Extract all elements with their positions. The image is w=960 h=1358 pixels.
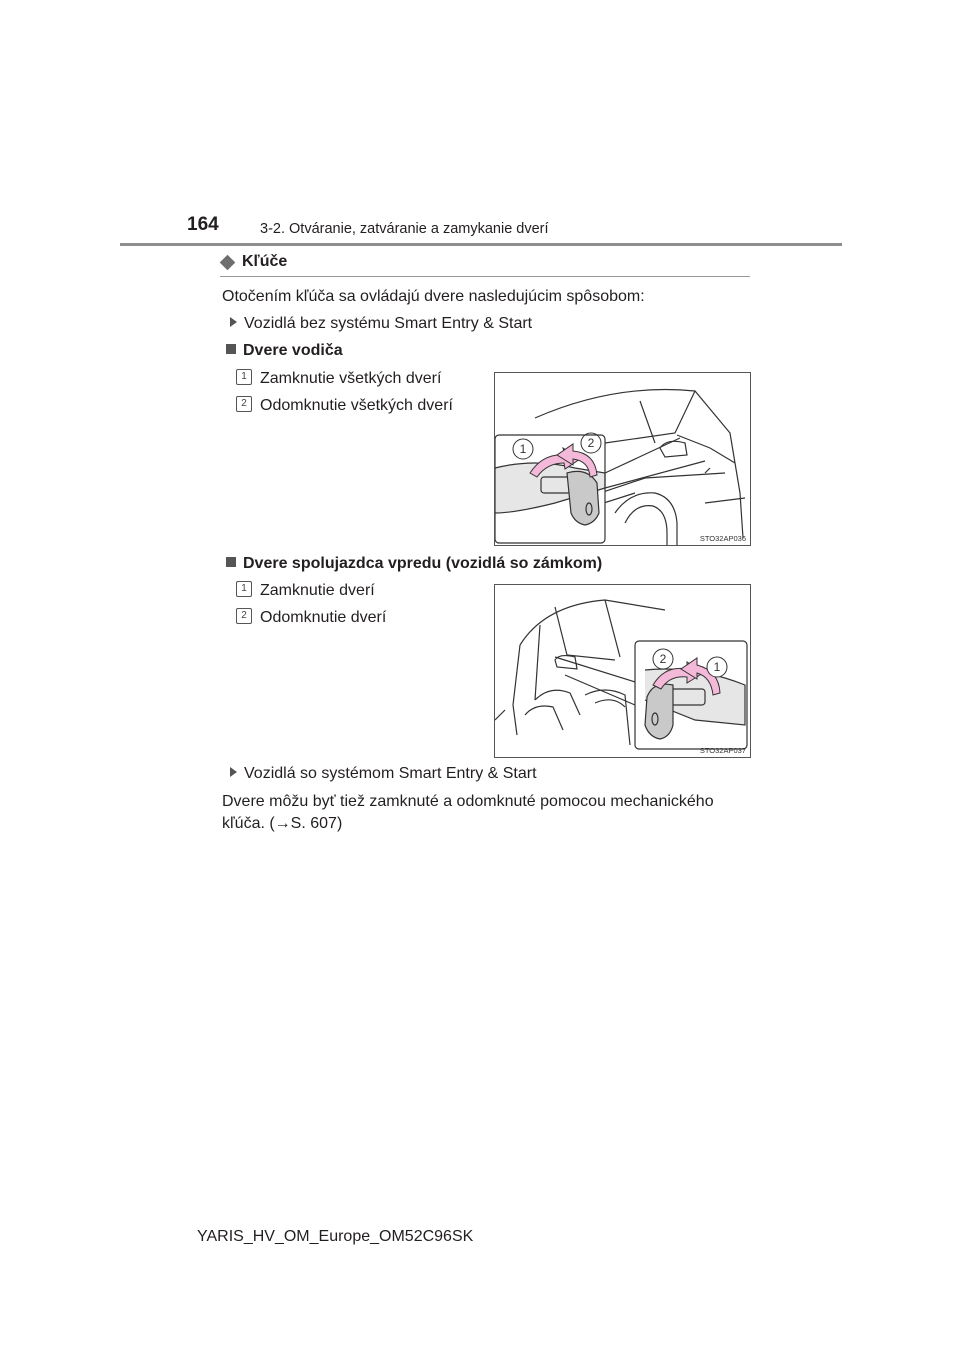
- square-bullet-icon: [226, 344, 236, 354]
- passenger-step-1: Zamknutie dverí: [260, 582, 375, 599]
- note-line-2: kľúča. (→S. 607): [222, 815, 343, 832]
- step-number-badge: 2: [236, 608, 252, 624]
- driver-step-2: Odomknutie všetkých dverí: [260, 397, 453, 414]
- car-key-illustration: [495, 585, 750, 757]
- callout-1: 1: [713, 660, 721, 674]
- figure-code: STO32AP036: [699, 534, 746, 543]
- subsection-rule: [220, 276, 750, 277]
- subsection-heading-text: Kľúče: [242, 253, 288, 270]
- driver-door-figure: [494, 372, 751, 546]
- callout-1: 1: [519, 442, 527, 456]
- triangle-bullet-icon: [230, 767, 237, 777]
- driver-door-title: Dvere vodiča: [226, 342, 343, 360]
- note-line-1: Dvere môžu byť tiež zamknuté a odomknuté pomocou mechanického: [222, 793, 714, 810]
- step-number-badge: 1: [236, 581, 252, 597]
- passenger-door-figure: [494, 584, 751, 758]
- passenger-step-2: Odomknutie dverí: [260, 609, 387, 626]
- square-bullet-icon: [226, 557, 236, 567]
- header-rule: [120, 243, 842, 246]
- document-code: YARIS_HV_OM_Europe_OM52C96SK: [197, 1228, 474, 1245]
- intro-text: Otočením kľúča sa ovládajú dvere nasledujúcim spôsobom:: [222, 288, 645, 305]
- variant-without-smart-entry: Vozidlá bez systému Smart Entry & Start: [230, 315, 532, 333]
- subsection-heading: [220, 253, 287, 271]
- passenger-door-title: Dvere spolujazdca vpredu (vozidlá so zámkom): [226, 555, 602, 573]
- diamond-bullet-icon: [220, 254, 236, 270]
- step-number-badge: 1: [236, 369, 252, 385]
- triangle-bullet-icon: [230, 317, 237, 327]
- section-title: 3-2. Otváranie, zatváranie a zamykanie dverí: [260, 221, 549, 237]
- car-key-illustration: [495, 373, 750, 545]
- page-number: 164: [187, 214, 219, 235]
- figure-code: STO32AP037: [699, 746, 746, 755]
- callout-2: 2: [587, 436, 595, 450]
- callout-2: 2: [659, 652, 667, 666]
- step-number-badge: 2: [236, 396, 252, 412]
- variant-with-smart-entry: Vozidlá so systémom Smart Entry & Start: [230, 765, 537, 783]
- driver-step-1: Zamknutie všetkých dverí: [260, 370, 442, 387]
